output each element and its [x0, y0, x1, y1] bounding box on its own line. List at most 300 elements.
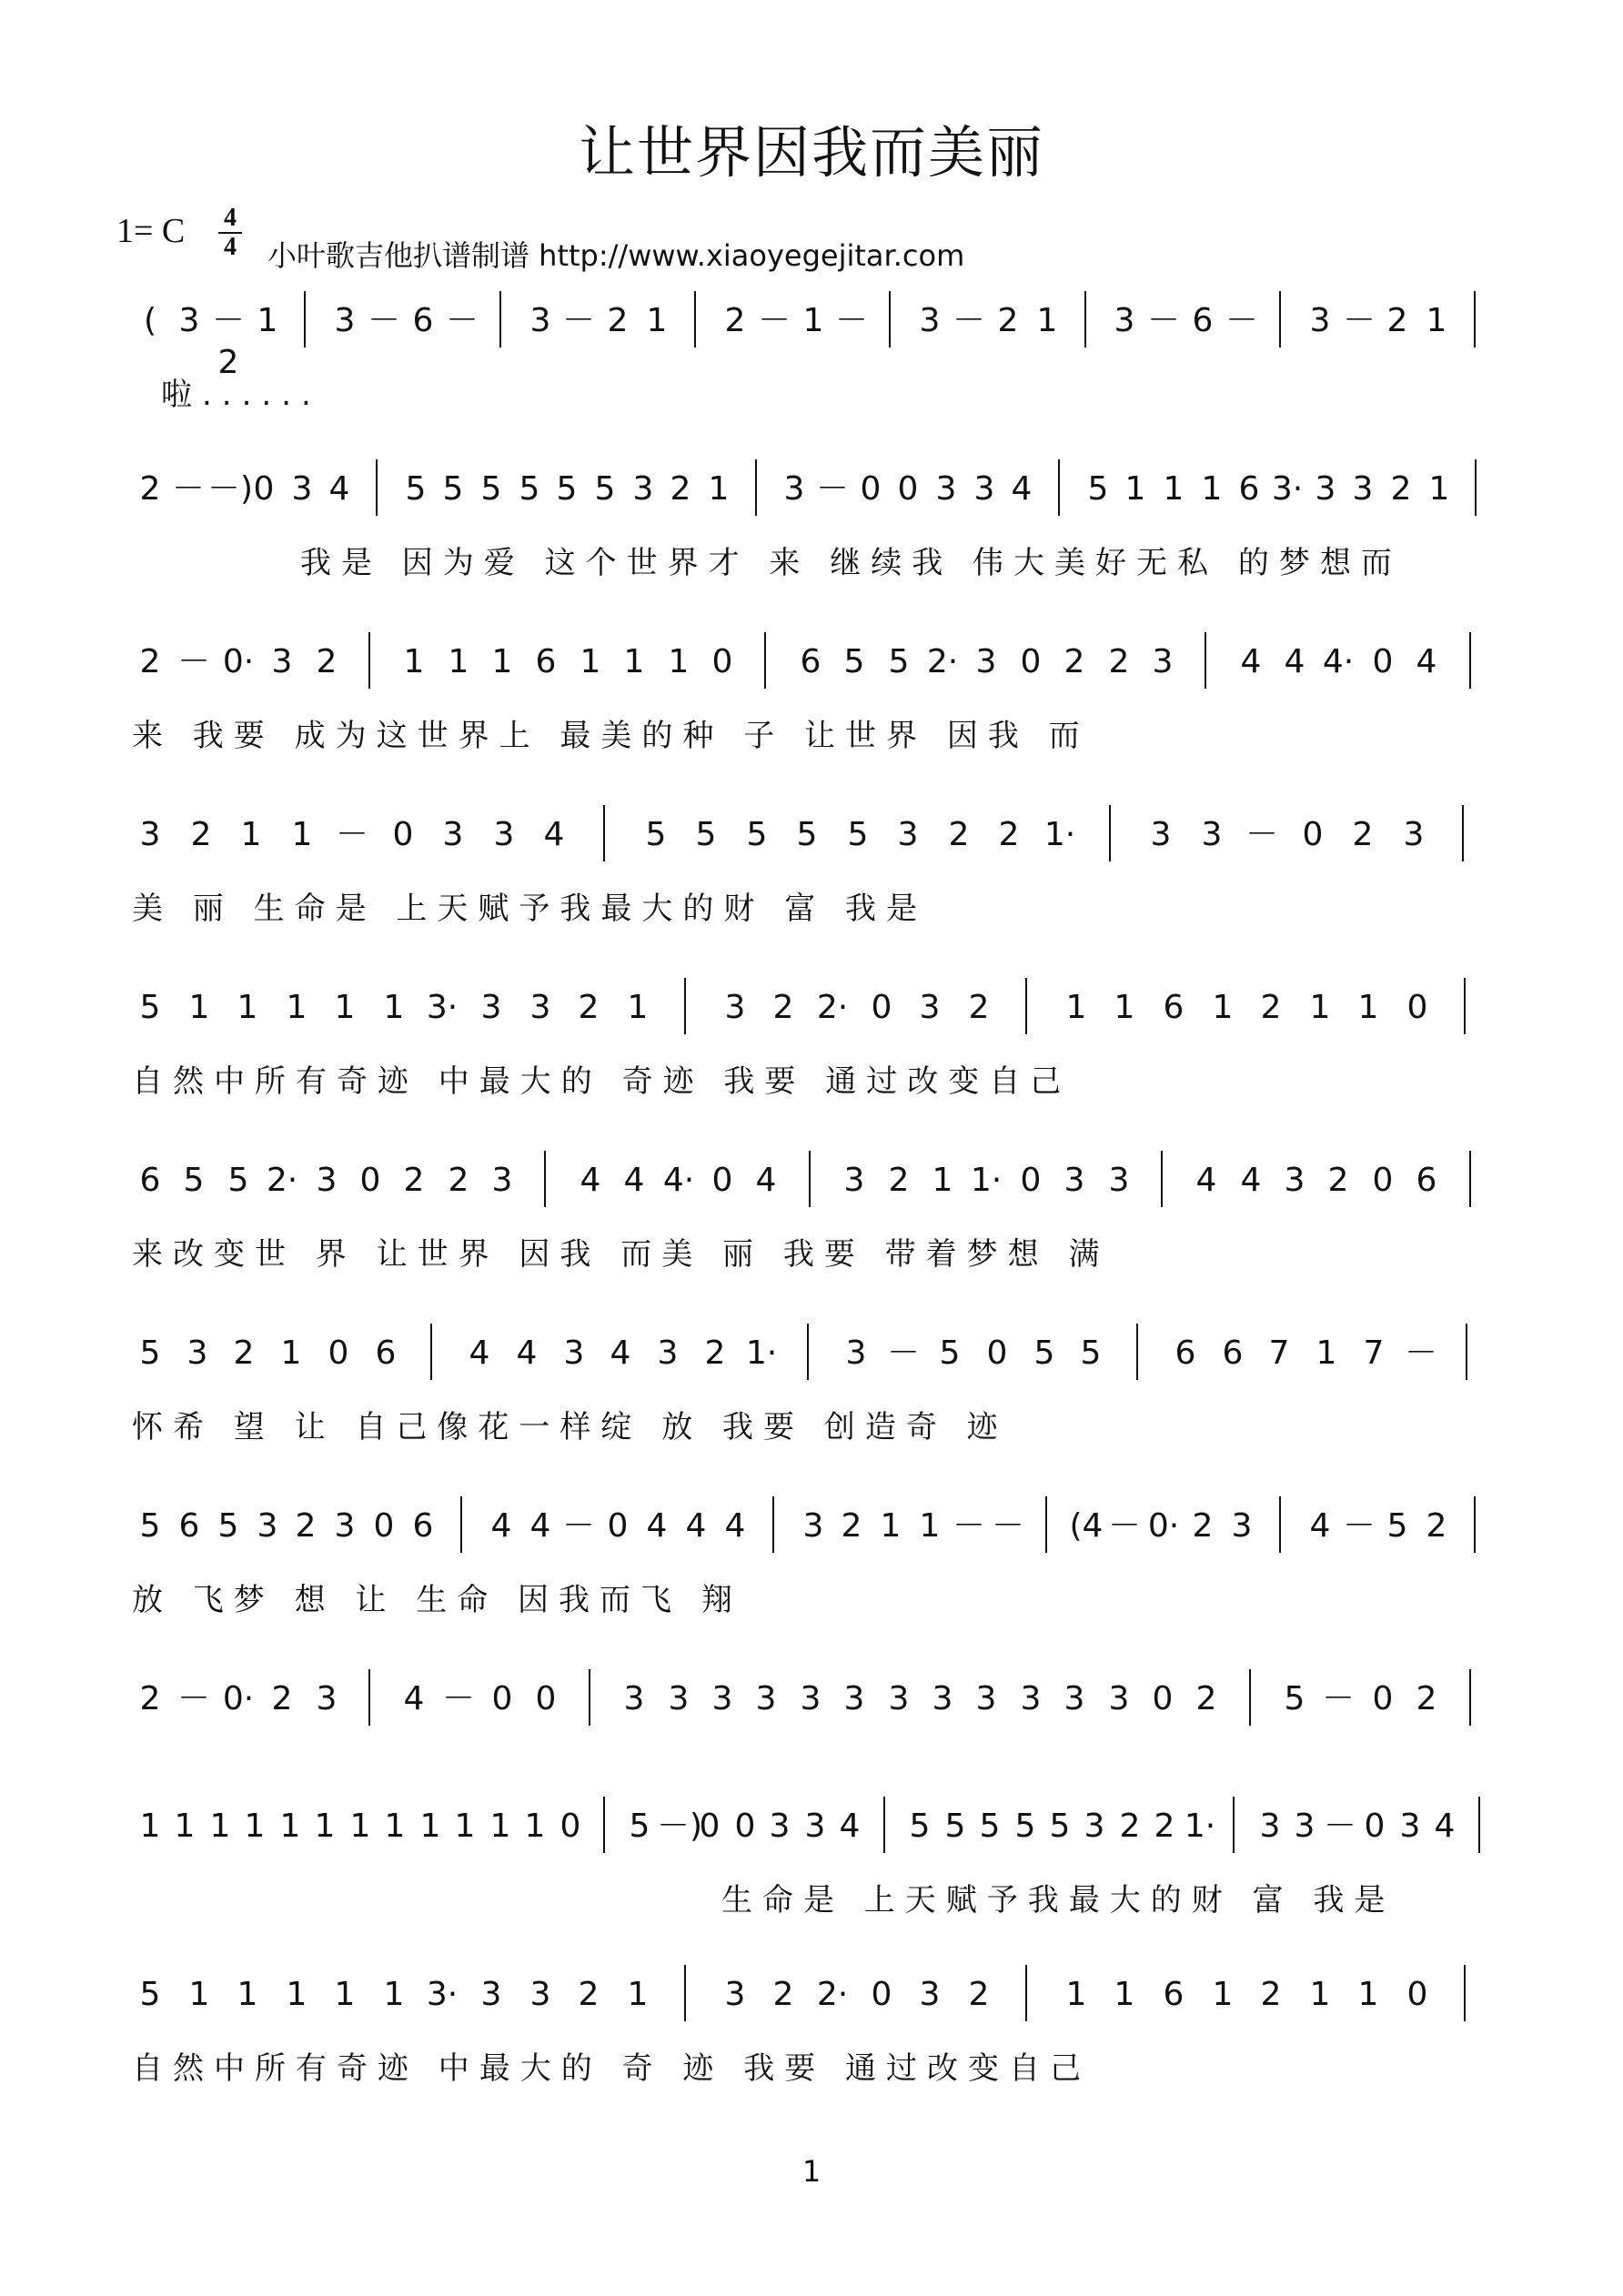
note: 2	[271, 1680, 293, 1717]
note: 6	[412, 302, 434, 339]
note: (4	[1069, 1507, 1104, 1545]
time-signature-bottom: 4	[224, 233, 237, 261]
note: 3·	[426, 1976, 459, 2013]
bar-line	[1109, 805, 1111, 861]
note: 5	[746, 816, 768, 853]
note: 2	[139, 470, 161, 508]
note: 1	[383, 989, 405, 1026]
bar-line	[1469, 1669, 1471, 1726]
note: 5	[594, 470, 616, 508]
note: 6	[1192, 302, 1214, 339]
note: －	[1225, 302, 1258, 339]
note: 0	[253, 470, 275, 508]
note: 4	[403, 1680, 425, 1717]
note: 3	[257, 1507, 278, 1545]
note: 1	[802, 302, 824, 339]
note: 4	[610, 1334, 631, 1372]
note: 0	[1406, 1976, 1428, 2013]
note: 2	[670, 470, 691, 508]
note: 2·	[816, 1976, 849, 2013]
music-system	[132, 987, 1515, 1100]
note: 2	[772, 1976, 794, 2013]
note: 1	[708, 470, 730, 508]
note: 2	[295, 1507, 317, 1545]
note: 6	[800, 643, 822, 680]
note: －	[171, 470, 205, 508]
note: 4	[839, 1808, 861, 1845]
note: 5	[695, 816, 717, 853]
note: －	[952, 1507, 985, 1545]
lyrics-line: 我是 因为爱 这个世界才 来 继续我 伟大美好无私 的梦想而	[300, 545, 1402, 581]
note: 3	[802, 1507, 824, 1545]
note: 3	[491, 1162, 513, 1199]
note: 1	[403, 643, 425, 680]
page-number: 1	[801, 2154, 822, 2189]
note: 3	[1152, 643, 1174, 680]
lyrics-line: 来 我要 成为这世界上 最美的种 子 让世界 因我 而	[132, 718, 1090, 754]
note: 1	[1212, 989, 1234, 1026]
bar-line	[460, 1496, 462, 1553]
note: 1	[1309, 989, 1331, 1026]
note: 3	[783, 470, 805, 508]
note: 1	[1124, 470, 1146, 508]
bar-line	[694, 291, 696, 347]
note: 1	[1201, 470, 1223, 508]
note: (	[143, 302, 157, 339]
note: 3	[1108, 1680, 1130, 1717]
note: 3	[1084, 1808, 1105, 1845]
note: 3	[975, 643, 997, 680]
bar-line	[499, 291, 501, 347]
note: 5	[1033, 1334, 1055, 1372]
bar-line	[1469, 632, 1471, 689]
note: 0	[1152, 1680, 1174, 1717]
note: 0	[897, 470, 919, 508]
note: 4	[1240, 1162, 1262, 1199]
note: 2	[1108, 643, 1130, 680]
note: 2	[1352, 816, 1374, 853]
note: 0	[1364, 1808, 1386, 1845]
note: 1	[334, 1976, 356, 2013]
note: 2·	[926, 643, 959, 680]
note: －	[1323, 1808, 1356, 1845]
note: 3	[529, 989, 551, 1026]
note: 1	[580, 643, 601, 680]
note: 3	[843, 1680, 865, 1717]
note: －	[834, 302, 868, 339]
note: 1	[419, 1808, 441, 1845]
note: 5	[139, 1976, 161, 2013]
note: 0	[986, 1334, 1008, 1372]
music-system	[132, 1333, 1515, 1445]
note: 1	[291, 816, 313, 853]
note: 4	[755, 1162, 777, 1199]
note: 5	[556, 470, 578, 508]
note: 5	[1284, 1680, 1305, 1717]
bar-line	[1462, 805, 1464, 861]
note: 1	[209, 1808, 231, 1845]
note: 4	[529, 1507, 551, 1545]
note: 0·	[222, 643, 255, 680]
bar-line	[1466, 1324, 1467, 1380]
note: 3	[529, 302, 551, 339]
note: 2	[1386, 302, 1408, 339]
note: 0	[1020, 1162, 1042, 1199]
note: 2	[841, 1507, 862, 1545]
note: －	[1245, 816, 1278, 853]
note: 5	[139, 1334, 161, 1372]
note: 2	[1064, 643, 1085, 680]
transcriber-credit: 小叶歌吉他扒谱制谱 http://www.xiaoyegejitar.com	[267, 238, 965, 273]
note: 2	[772, 989, 794, 1026]
note: 2	[1426, 1507, 1447, 1545]
note: 1	[1065, 989, 1087, 1026]
note: 3	[442, 816, 464, 853]
note: 3	[932, 1680, 953, 1717]
music-system	[132, 300, 1515, 413]
note-row	[132, 1333, 1515, 1384]
note: 3	[973, 470, 995, 508]
note-row	[132, 468, 1515, 519]
note: 1·	[970, 1162, 1003, 1199]
note: 5	[843, 643, 865, 680]
bar-line	[1464, 1965, 1466, 2021]
note: 1	[188, 1976, 210, 2013]
note: 1	[1163, 470, 1184, 508]
note: 2	[578, 989, 600, 1026]
note: 2·	[266, 1162, 298, 1199]
note: 5	[139, 1507, 161, 1545]
note: 5	[979, 1808, 1001, 1845]
note-row	[132, 987, 1515, 1038]
note-row	[132, 1678, 1515, 1729]
note: 6	[375, 1334, 397, 1372]
bar-line	[809, 1151, 811, 1207]
note: 3	[480, 1976, 502, 2013]
note: 1	[1114, 1976, 1135, 2013]
note: 0	[392, 816, 414, 853]
note: 6	[1174, 1334, 1196, 1372]
note: 3	[1399, 1808, 1421, 1845]
note: 2	[316, 643, 338, 680]
note: 2	[1260, 989, 1282, 1026]
note: 2	[998, 816, 1020, 853]
note: 3·	[426, 989, 459, 1026]
note: 0·	[222, 1680, 255, 1717]
note: 0	[734, 1808, 756, 1845]
note: 3	[800, 1680, 822, 1717]
note: 1	[334, 989, 356, 1026]
bar-line	[755, 459, 757, 516]
bar-line	[684, 1965, 686, 2021]
note: －2	[211, 302, 245, 381]
note: 1	[454, 1808, 476, 1845]
note: 0	[1372, 643, 1394, 680]
note: 2	[948, 816, 970, 853]
note: 5	[645, 816, 667, 853]
note: 3	[769, 1808, 791, 1845]
note: 3	[1403, 816, 1425, 853]
note: 2	[888, 1162, 910, 1199]
note: 1	[491, 643, 513, 680]
note: 0	[871, 1976, 892, 2013]
note: 3	[1201, 816, 1223, 853]
note: 1	[627, 1976, 649, 2013]
note: 3	[1064, 1680, 1085, 1717]
note: 2	[139, 1680, 161, 1717]
note: 1	[623, 643, 645, 680]
bar-line	[544, 1151, 546, 1207]
note: 4	[685, 1507, 707, 1545]
note: 4	[623, 1162, 645, 1199]
note: 6	[412, 1507, 434, 1545]
note: 6	[1222, 1334, 1244, 1372]
note: 2·	[816, 989, 849, 1026]
note: 6	[1238, 470, 1260, 508]
bar-line	[1469, 1151, 1471, 1207]
note: 4	[1309, 1507, 1331, 1545]
note: 5	[796, 816, 818, 853]
note: 2	[997, 302, 1019, 339]
lyrics-line: 自然中所有奇迹 中最大的 奇迹 我要 通过改变自己	[132, 1063, 1072, 1100]
note: 3	[843, 1162, 865, 1199]
note: 2	[448, 1162, 469, 1199]
bar-line	[603, 1797, 605, 1853]
note: 2	[607, 302, 629, 339]
note: 5	[1087, 470, 1109, 508]
note: 0	[491, 1680, 513, 1717]
note: 2	[1260, 1976, 1282, 2013]
bar-line	[1475, 459, 1477, 516]
note: 5	[629, 1808, 650, 1845]
note-row	[132, 1505, 1515, 1556]
note: 2	[1192, 1507, 1214, 1545]
note: 3	[711, 1680, 733, 1717]
bar-line	[1205, 632, 1206, 689]
note: 1	[188, 989, 210, 1026]
music-system	[132, 1806, 1515, 1918]
note: 2	[578, 1976, 600, 2013]
note: 4	[1434, 1808, 1456, 1845]
note: 3	[1352, 470, 1374, 508]
note: 5	[183, 1162, 205, 1199]
bar-line	[1025, 978, 1027, 1034]
note: 1	[314, 1808, 336, 1845]
note: 4	[516, 1334, 538, 1372]
note: 1·	[745, 1334, 778, 1372]
note: 4	[543, 816, 565, 853]
bar-line	[1249, 1669, 1251, 1726]
lyrics-line: 美 丽 生命是 上天赋予我最大的财 富 我是	[132, 891, 928, 927]
bar-line	[1025, 1965, 1027, 2021]
note: 1	[286, 989, 307, 1026]
music-system	[132, 1160, 1515, 1273]
lyrics-line: 放 飞梦 想 让 生命 因我而飞 翔	[132, 1582, 742, 1618]
note: 3	[186, 1334, 208, 1372]
note: 4	[1195, 1162, 1217, 1199]
note: 3	[1108, 1162, 1130, 1199]
note: 1	[668, 643, 690, 680]
note: 3	[632, 470, 654, 508]
bar-line	[1464, 978, 1466, 1034]
bar-line	[1161, 1151, 1163, 1207]
bar-line	[1058, 459, 1060, 516]
note: 1	[174, 1808, 196, 1845]
note: 4	[490, 1507, 512, 1545]
note: 1	[1428, 470, 1450, 508]
note: 3	[563, 1334, 585, 1372]
note: 5	[1014, 1808, 1036, 1845]
note: －	[176, 1680, 210, 1717]
note: 1	[1212, 1976, 1234, 2013]
note: 1	[1065, 1976, 1087, 2013]
note: 0	[860, 470, 882, 508]
note: 1	[489, 1808, 511, 1845]
note: 3	[493, 816, 515, 853]
note: 4	[1240, 643, 1262, 680]
time-signature-top: 4	[224, 204, 237, 232]
note: －	[561, 1507, 595, 1545]
note: 1	[240, 816, 262, 853]
bar-line	[368, 1669, 370, 1726]
note: 3	[919, 302, 941, 339]
note: 1	[932, 1162, 953, 1199]
note: 3	[975, 1680, 997, 1717]
note: 3	[845, 1334, 867, 1372]
bar-line	[764, 632, 766, 689]
note: 4·	[662, 1162, 695, 1199]
note: 5	[139, 989, 161, 1026]
note-row	[132, 1160, 1515, 1211]
note: 3	[1114, 302, 1135, 339]
note: 3	[1231, 1507, 1253, 1545]
note: 1	[286, 1976, 307, 2013]
note: 1	[448, 643, 469, 680]
note: 6	[178, 1507, 200, 1545]
lyrics-line: 啦......	[161, 377, 321, 413]
note: 0	[328, 1334, 349, 1372]
bar-line	[1279, 1496, 1281, 1553]
note: 2	[968, 989, 990, 1026]
music-system	[132, 1505, 1515, 1618]
note: 0	[711, 643, 733, 680]
note: 1·	[1043, 816, 1076, 853]
note: 3	[291, 470, 313, 508]
note: 0	[1020, 643, 1042, 680]
note: 1	[349, 1808, 371, 1845]
note: 3	[1259, 1808, 1281, 1845]
note-row	[132, 300, 1515, 381]
lyrics-line: 怀希 望 让 自己像花一样绽 放 我要 创造奇 迹	[132, 1409, 1008, 1445]
note: －	[335, 816, 368, 853]
note: 4	[724, 1507, 746, 1545]
note: 0	[359, 1162, 381, 1199]
bar-line	[1136, 1324, 1138, 1380]
note: 3	[724, 989, 746, 1026]
note: 6	[139, 1162, 161, 1199]
note: 2	[190, 816, 212, 853]
note: 3	[334, 1507, 356, 1545]
note: 5	[519, 470, 540, 508]
note: 3	[334, 302, 356, 339]
note: 1	[139, 1808, 161, 1845]
note: 3	[897, 816, 919, 853]
note: －	[1146, 302, 1180, 339]
music-system	[132, 1678, 1515, 1778]
note: 0	[871, 989, 892, 1026]
note: 3	[529, 1976, 551, 2013]
note: 0	[535, 1680, 557, 1717]
bar-line	[1279, 291, 1281, 347]
note: －	[176, 643, 210, 680]
music-system	[132, 1974, 1515, 2087]
note: 0	[1372, 1680, 1394, 1717]
bar-line	[807, 1324, 809, 1380]
note: 3	[657, 1334, 679, 1372]
note: 3·	[1271, 470, 1304, 508]
note: 4	[1284, 643, 1305, 680]
note: －)	[207, 470, 254, 508]
note: 0·	[1147, 1507, 1180, 1545]
note: 6	[535, 643, 557, 680]
note: －	[815, 470, 849, 508]
note: 5	[217, 1507, 239, 1545]
note: 3	[1064, 1162, 1085, 1199]
time-signature	[217, 206, 244, 260]
note: 3	[919, 1976, 941, 2013]
note: 4	[328, 470, 350, 508]
note: 1	[1357, 1976, 1379, 2013]
note: －	[1321, 1680, 1355, 1717]
note-row	[132, 814, 1515, 865]
note: 1	[237, 1976, 258, 2013]
note: －)	[657, 1808, 703, 1845]
music-system	[132, 641, 1515, 754]
note: 1·	[1184, 1808, 1216, 1845]
note: 0	[373, 1507, 395, 1545]
note: 3	[755, 1680, 777, 1717]
note: 2	[1390, 470, 1412, 508]
note: －	[1404, 1334, 1437, 1372]
key-signature: 1= C	[116, 212, 186, 250]
note: 2	[1119, 1808, 1141, 1845]
bar-line	[589, 1669, 590, 1726]
note: 0	[559, 1808, 581, 1845]
bar-line	[1084, 291, 1086, 347]
bar-line	[304, 291, 306, 347]
note: 3	[1309, 302, 1331, 339]
note-row	[132, 1806, 1515, 1857]
bar-line	[772, 1496, 774, 1553]
note: －	[441, 1680, 475, 1717]
note: 2	[704, 1334, 726, 1372]
note: 1	[257, 302, 278, 339]
note: 2	[403, 1162, 425, 1199]
note: 1	[1114, 989, 1135, 1026]
bar-line	[376, 459, 378, 516]
note: 1	[279, 1808, 301, 1845]
note: 4	[469, 1334, 490, 1372]
note: 1	[1426, 302, 1447, 339]
note: 4	[1011, 470, 1033, 508]
note: 1	[627, 989, 649, 1026]
bar-line	[684, 978, 686, 1034]
note: 3	[316, 1162, 338, 1199]
music-system	[132, 468, 1515, 581]
note: －	[757, 302, 791, 339]
note: 5	[847, 816, 869, 853]
note: 7	[1363, 1334, 1385, 1372]
